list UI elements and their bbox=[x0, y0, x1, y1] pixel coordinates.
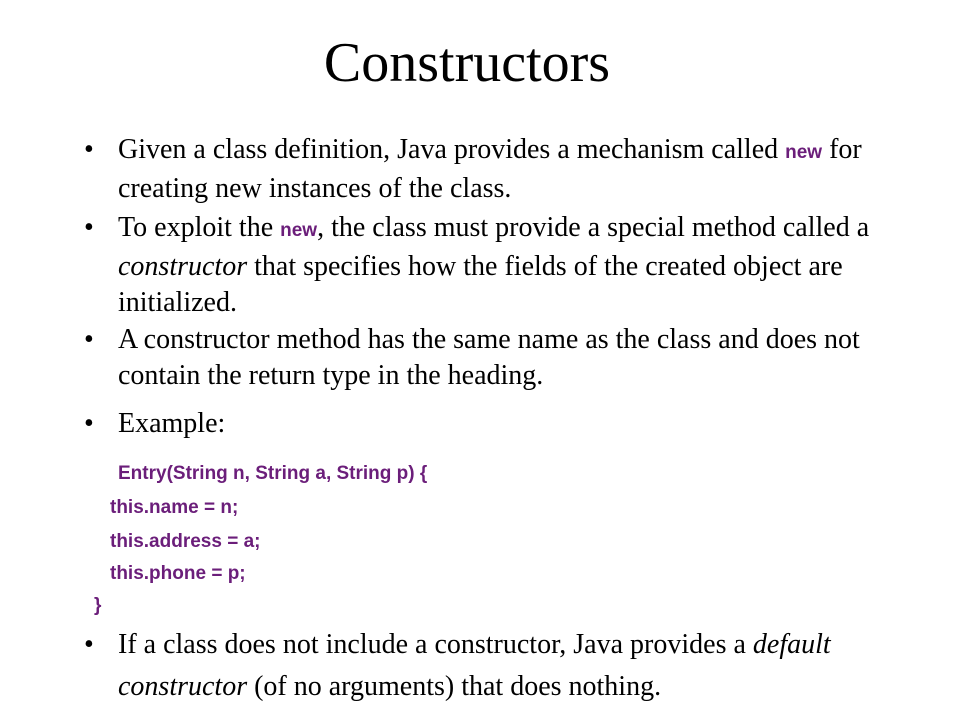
bullet-item-4 bbox=[84, 406, 874, 442]
bullet-5-text-pre: If a class does not include a constructor, Java provides a bbox=[118, 629, 753, 660]
bullet-item-3 bbox=[84, 322, 874, 394]
bullet-text-2 bbox=[118, 210, 874, 321]
bullet-2-text-pre: To exploit the bbox=[118, 212, 281, 243]
code-line-2: this.name = n; bbox=[110, 497, 239, 518]
bullet-2-text-post: that specifies how the fields of the created object are initialized. bbox=[118, 251, 843, 318]
bullet-2-text-mid: , the class must provide a special method called a bbox=[317, 212, 870, 243]
bullet-item-1 bbox=[84, 132, 874, 207]
bullet-text-5 bbox=[118, 624, 874, 708]
bullet-text-4: Example: bbox=[118, 408, 226, 439]
slide-title: Constructors bbox=[323, 32, 611, 94]
code-line-4: this.phone = p; bbox=[110, 563, 246, 584]
bullet-dot-icon: • bbox=[84, 324, 94, 355]
bullet-dot-icon: • bbox=[84, 408, 94, 439]
code-line-3: this.address = a; bbox=[110, 531, 261, 552]
bullet-item-5 bbox=[84, 624, 874, 708]
keyword-new: new bbox=[785, 142, 823, 163]
bullet-1-text-post: for creating new instances of the class. bbox=[118, 134, 862, 204]
bullet-dot-icon: • bbox=[84, 212, 94, 243]
bullet-text-1 bbox=[118, 132, 874, 207]
bullet-dot-icon: • bbox=[84, 629, 94, 660]
code-line-1: Entry(String n, String a, String p) { bbox=[118, 463, 428, 484]
bullet-2-emphasis: constructor bbox=[118, 251, 248, 282]
bullet-text-3: A constructor method has the same name as the class and does not contain the return type in the heading. bbox=[118, 324, 860, 391]
bullet-5-text-post: (of no arguments) that does nothing. bbox=[247, 671, 662, 702]
bullet-1-text-pre: Given a class definition, Java provides a mechanism called bbox=[118, 134, 786, 165]
code-line-5: } bbox=[94, 595, 102, 616]
bullet-dot-icon: • bbox=[84, 134, 94, 165]
bullet-5-emphasis: default constructor bbox=[118, 629, 831, 702]
bullet-item-2 bbox=[84, 210, 874, 321]
keyword-new: new bbox=[280, 220, 318, 241]
